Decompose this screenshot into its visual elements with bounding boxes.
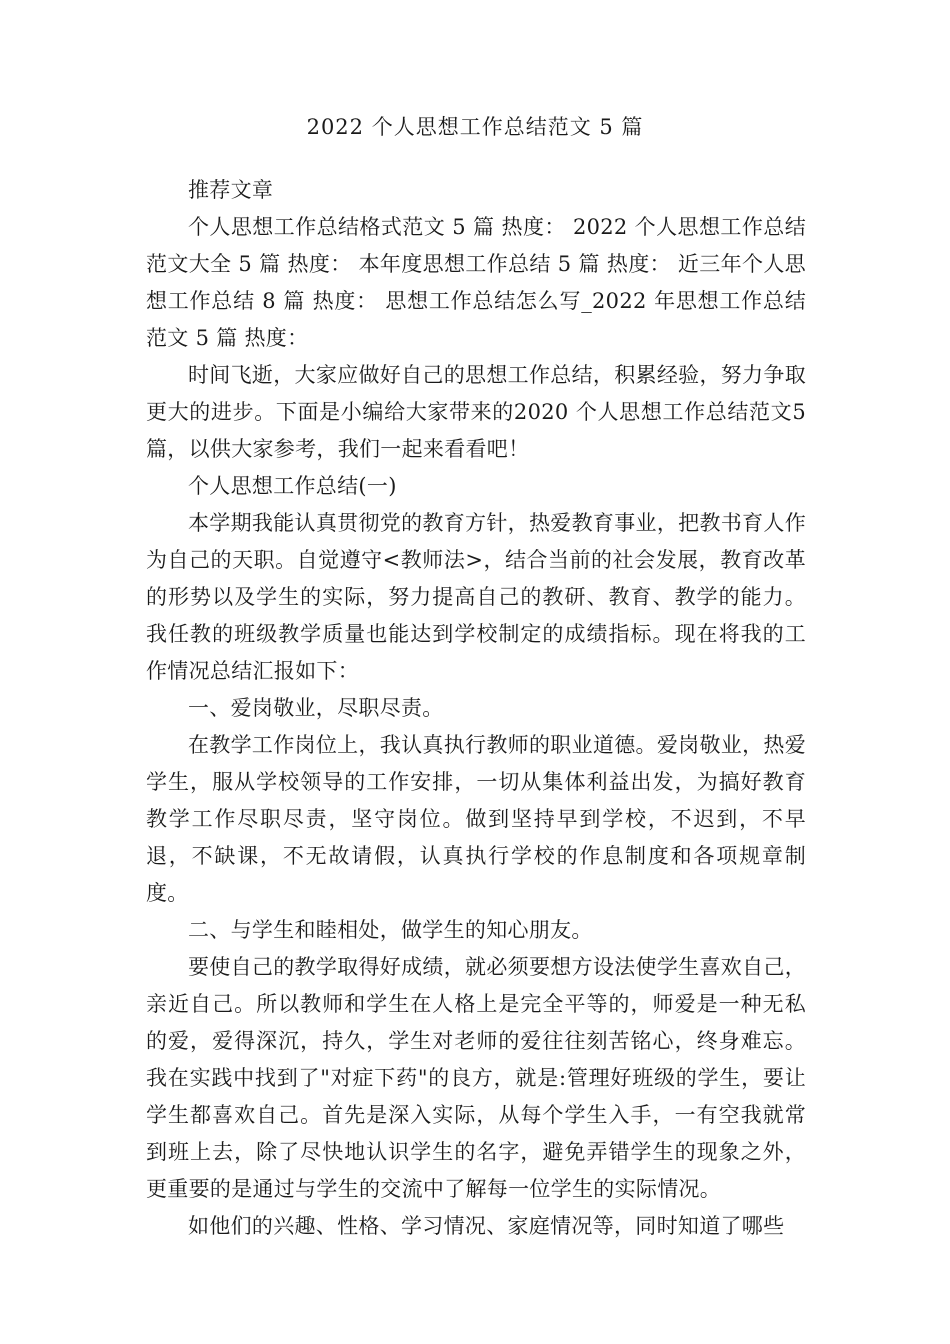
document-title: 2022 个人思想工作总结范文 5 篇	[306, 115, 644, 139]
subheading-two: 二、与学生和睦相处，做学生的知心朋友。	[188, 918, 593, 942]
paragraph-intro: 时间飞逝，大家应做好自己的思想工作总结，积累经验，努力争取更大的进步。下面是小编给大家带来的2020 个人思想工作总结范文5 篇，以供大家参考，我们一起来看看吧！	[146, 363, 806, 461]
paragraph-recommended-heading: 推荐文章	[188, 178, 274, 202]
document-body	[146, 172, 806, 1245]
section-heading-part-one: 个人思想工作总结(一)	[188, 474, 397, 498]
subheading-one: 一、爱岗敬业，尽职尽责。	[188, 696, 444, 720]
paragraph-body: 在教学工作岗位上，我认真执行教师的职业道德。爱岗敬业，热爱学生，服从学校领导的工作安排，一切从集体利益出发，为搞好教育教学工作尽职尽责，坚守岗位。做到坚持早到学校，不迟到，不早退，不缺课，不无故请假，认真执行学校的作息制度和各项规章制度。	[146, 733, 806, 905]
paragraph-body: 本学期我能认真贯彻党的教育方针，热爱教育事业，把教书育人作为自己的天职。自觉遵守<教师法>，结合当前的社会发展，教育改革的形势以及学生的实际，努力提高自己的教研、教育、教学的能力。我任教的班级教学质量也能达到学校制定的成绩指标。现在将我的工作情况总结汇报如下：	[146, 511, 806, 683]
paragraph-recommended-links: 个人思想工作总结格式范文 5 篇 热度： 2022 个人思想工作总结范文大全 5 篇 热度： 本年度思想工作总结 5 篇 热度： 近三年个人思想工作总结 8 篇 热度： 思想工作总结怎么写_2022 年思想工作总结范文 5 篇 热度：	[146, 215, 806, 350]
paragraph-body: 如他们的兴趣、性格、学习情况、家庭情况等，同时知道了哪些	[188, 1214, 785, 1238]
paragraph-body: 要使自己的教学取得好成绩，就必须要想方设法使学生喜欢自己，亲近自己。所以教师和学生在人格上是完全平等的，师爱是一种无私的爱，爱得深沉，持久，学生对老师的爱往往刻苦铭心，终身难忘。我在实践中找到了"对症下药"的良方，就是:管理好班级的学生，要让学生都喜欢自己。首先是深入实际，从每个学生入手，一有空我就常到班上去，除了尽快地认识学生的名字，避免弄错学生的现象之外，更重要的是通过与学生的交流中了解每一位学生的实际情况。	[146, 955, 806, 1201]
